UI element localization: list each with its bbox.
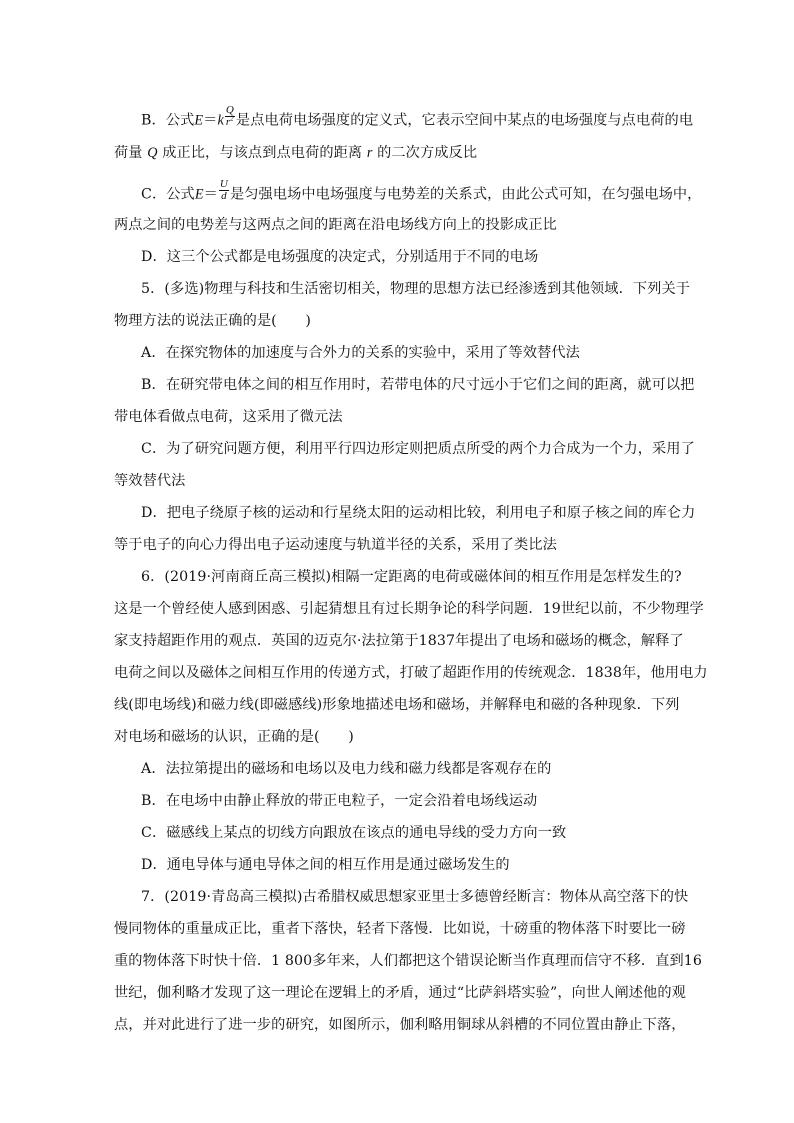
q5-option-b-line1: B．在研究带电体之间的相互作用时，若带电体的尺寸远小于它们之间的距离，就可以把 (141, 377, 695, 393)
q5-stem-line2: 物理方法的说法正确的是( ) (114, 313, 312, 329)
q6-stem-line4: 电荷之间以及磁体之间相互作用的传递方式，打破了超距作用的传统观念．1838年，他用电力 (114, 665, 708, 681)
q5-option-d-line2: 等于电子的向心力得出电子运动速度与轨道半径的关系，采用了类比法 (114, 537, 557, 553)
q6-stem-line6: 对电场和磁场的认识，正确的是( ) (114, 729, 354, 745)
formula-lhs: E (194, 112, 204, 129)
q6-option-b: B．在电场中由静止释放的带正电粒子，一定会沿着电场线运动 (141, 793, 538, 809)
q5-option-a: A．在探究物体的加速度与合外力的关系的实验中，采用了等效替代法 (141, 345, 580, 361)
q6-option-c: C．磁感线上某点的切线方向跟放在该点的通电导线的受力方向一致 (141, 825, 567, 841)
q6-stem-line5: 线(即电场线)和磁力线(即磁感线)形象地描述电场和磁场，并解释电和磁的各种现象．下列 (114, 697, 680, 713)
q6-option-d: D．通电导体与通电导体之间的相互作用是通过磁场发生的 (141, 857, 510, 873)
q5-option-d-line1: D．把电子绕原子核的运动和行星绕太阳的运动相比较，利用电子和原子核之间的库仑力 (141, 505, 696, 521)
q6-stem-line3: 家支持超距作用的观点．英国的迈克尔·法拉第于1837年提出了电场和磁场的概念，解释了 (114, 633, 684, 649)
q4-option-b-line1: B．公式E＝k $\frac{Q}{r^2}$ 是点电荷电场强度的定义式，它表示空间中某点的电场强度与点电荷的电 (141, 104, 694, 129)
q5-option-b-line2: 带电体看做点电荷，这采用了微元法 (114, 409, 343, 425)
q4-option-c-line2: 两点之间的电势差与这两点之间的距离在沿电场线方向上的投影成正比 (114, 217, 557, 233)
q5-option-c-line1: C．为了研究问题方便，利用平行四边形定则把质点所受的两个力合成为一个力，采用了 (141, 441, 695, 457)
q5-stem-line1: 5．(多选)物理与科技和生活密切相关，物理的思想方法已经渗透到其他领域．下列关于 (141, 281, 691, 297)
q7-stem-line3: 重的物体落下时快十倍．1 800多年来，人们都把这个错误论断当作真理而信守不移．直到16 (114, 953, 703, 969)
q6-stem-line2: 这是一个曾经使人感到困惑、引起猜想且有过长期争论的科学问题．19世纪以前，不少物理学 (114, 601, 704, 617)
formula-fraction-q-over-r2: $\frac{Q}{r^2}$ (225, 104, 234, 128)
q4-option-d: D．这三个公式都是电场强度的决定式，分别适用于不同的电场 (141, 249, 539, 265)
q7-stem-line2: 慢同物体的重量成正比，重者下落快，轻者下落慢．比如说，十磅重的物体落下时要比一磅 (114, 921, 686, 937)
q6-option-a: A．法拉第提出的磁场和电场以及电力线和磁力线都是客观存在的 (141, 761, 552, 777)
q5-option-c-line2: 等效替代法 (114, 473, 186, 489)
q7-stem-line5: 点，并对此进行了进一步的研究，如图所示，伽利略用铜球从斜槽的不同位置由静止下落， (114, 1017, 686, 1033)
q6-stem-line1: 6．(2019·河南商丘高三模拟)相隔一定距离的电荷或磁体间的相互作用是怎样发生的? (141, 569, 682, 585)
q4-option-b-line2: 荷量 Q 成正比，与该点到点电荷的距离 r 的二次方成反比 (114, 145, 478, 161)
q4-option-c-line1: C．公式E＝ $\frac{U}{d}$ 是匀强电场中电场强度与电势差的关系式，由此公式可知，在匀强电场中， (141, 178, 702, 203)
formula-fraction-u-over-d: $\frac{U}{d}$ (219, 178, 228, 202)
formula-k: k (217, 112, 224, 129)
q7-stem-line4: 世纪，伽利略才发现了这一理论在逻辑上的矛盾，通过“比萨斜塔实验”，向世人阐述他的观 (114, 985, 686, 1001)
q7-stem-line1: 7．(2019·青岛高三模拟)古希腊权威思想家亚里士多德曾经断言：物体从高空落下的快 (141, 889, 689, 905)
